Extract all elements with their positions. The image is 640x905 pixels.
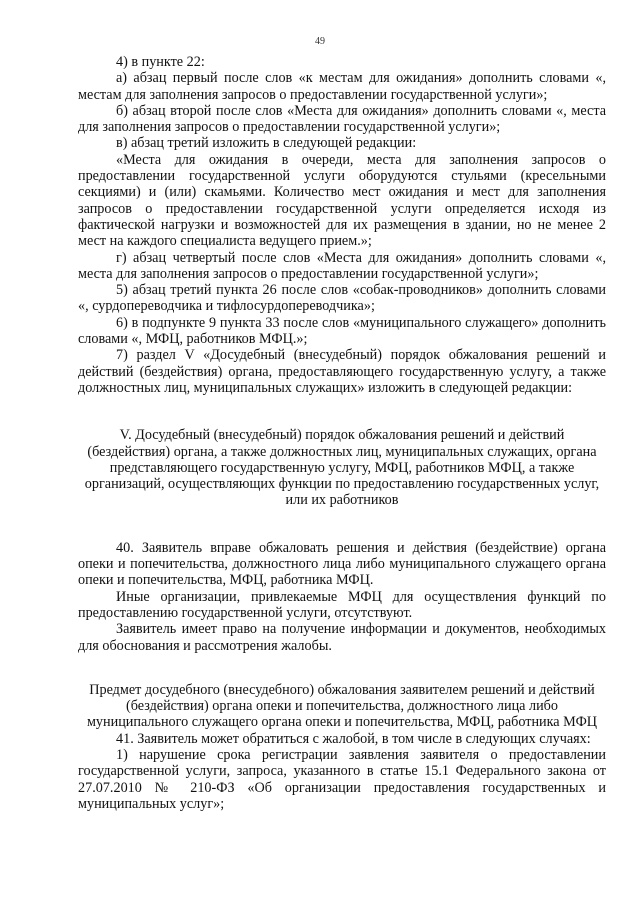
paragraph: «Места для ожидания в очереди, места для заполнения запросов о предоставлении государственной услуги оборудуются стульями (кресельными секциями) и (или) скамьями. Количество мест ожидания и мест для заполнения запросов о предоставлении государственной услуги определяется исходя из фактической нагрузки и возможностей для их размещения в здании, но не менее 2 мест на каждого специалиста ведущего прием.»; bbox=[78, 151, 606, 250]
paragraph: Заявитель имеет право на получение информации и документов, необходимых для обоснования и рассмотрения жалобы. bbox=[78, 621, 606, 654]
paragraph: 4) в пункте 22: bbox=[116, 54, 205, 70]
document-body bbox=[78, 54, 606, 812]
paragraph: 1) нарушение срока регистрации заявления заявителя о предоставлении государственной услуги, запроса, указанного в статье 15.1 Федерального закона от 27.07.2010 № 210-ФЗ «Об организации предоставления государственных и муниципальных услуг»; bbox=[78, 746, 606, 812]
paragraph: 7) раздел V «Досудебный (внесудебный) порядок обжалования решений и действий (бездействия) органа, предоставляющего государственную услугу, а также должностных лиц, муниципальных служащих» изложить в следующей редакции: bbox=[78, 347, 606, 396]
subsection-heading: Предмет досудебного (внесудебного) обжалования заявителем решений и действий (бездействия) органа опеки и попечительства, должностного лица либо муниципального служащего органа опеки и попечительства, МФЦ, работника МФЦ bbox=[86, 681, 598, 731]
paragraph: 5) абзац третий пункта 26 после слов «собак-проводников» дополнить словами «, сурдопереводчика и тифлосурдопереводчика»; bbox=[78, 282, 606, 315]
paragraph: Иные организации, привлекаемые МФЦ для осуществления функций по предоставлению государственной услуги, отсутствуют. bbox=[78, 588, 606, 621]
paragraph: б) абзац второй после слов «Места для ожидания» дополнить словами «, места для заполнения запросов о предоставлении государственной услуги»; bbox=[78, 102, 606, 136]
section-heading: V. Досудебный (внесудебный) порядок обжалования решений и действий (бездействия) органа, а также должностных лиц, муниципальных служащих, органа представляющего государственную услугу, МФЦ, работников МФЦ, а также организаций, осуществляющих функции по предоставлению государственных услуг, или их работников bbox=[84, 427, 600, 509]
paragraph: 6) в подпункте 9 пункта 33 после слов «муниципального служащего» дополнить словами «, МФЦ, работников МФЦ.»; bbox=[78, 314, 606, 348]
paragraph: г) абзац четвертый после слов «Места для ожидания» дополнить словами «, места для заполнения запросов о предоставлении государственной услуги»; bbox=[78, 249, 606, 282]
paragraph: а) абзац первый после слов «к местам для ожидания» дополнить словами «, местам для заполнения запросов о предоставлении государственной услуги»; bbox=[78, 70, 606, 103]
page-number: 49 bbox=[315, 36, 325, 47]
paragraph: в) абзац третий изложить в следующей редакции: bbox=[116, 135, 417, 152]
paragraph: 41. Заявитель может обратиться с жалобой, в том числе в следующих случаях: bbox=[116, 730, 591, 747]
paragraph: 40. Заявитель вправе обжаловать решения и действия (бездействие) органа опеки и попечительства, должностного лица либо муниципального служащего органа опеки и попечительства, МФЦ, работника МФЦ. bbox=[78, 539, 606, 589]
